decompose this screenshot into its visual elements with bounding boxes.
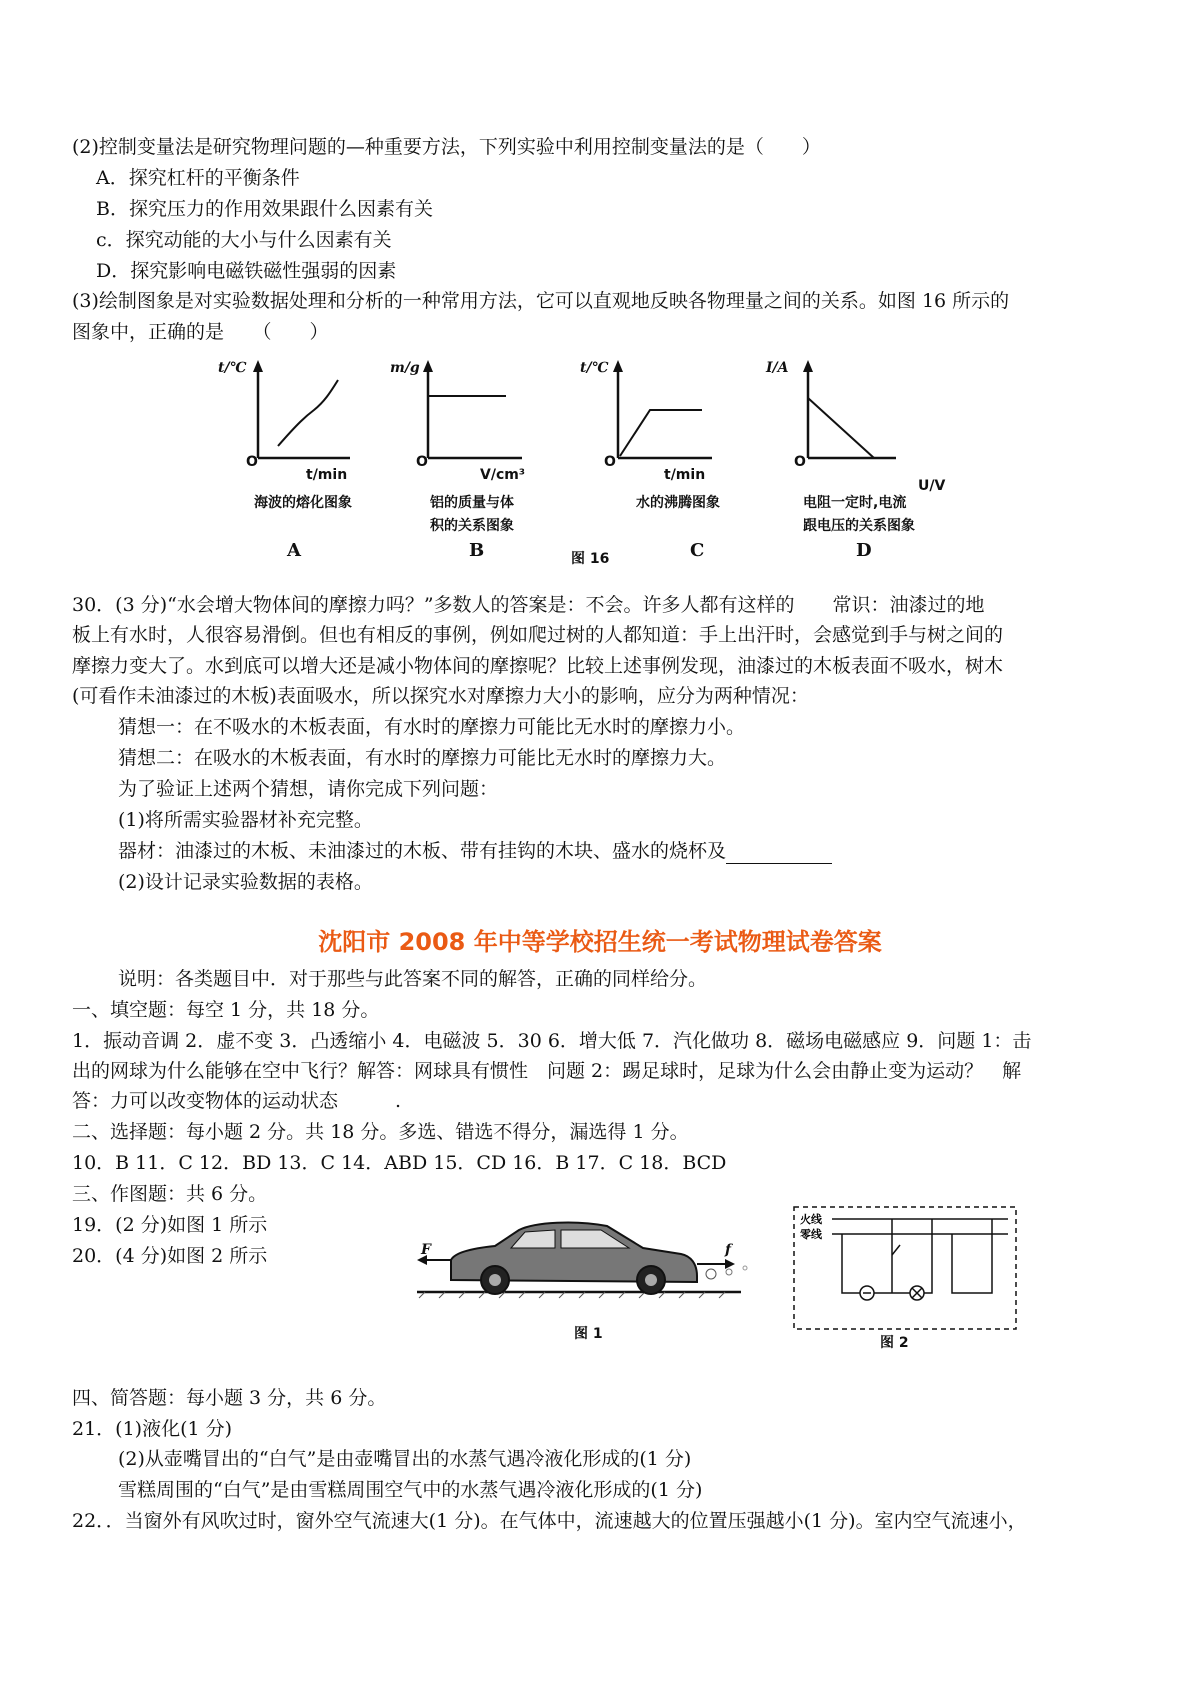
graph-d-ylabel: I/A	[766, 360, 789, 376]
graph-b-caption1: 铝的质量与体	[430, 495, 514, 511]
graph-c-letter: C	[690, 540, 705, 561]
graph-b-xlabel: V/cm³	[480, 467, 525, 483]
question-3-line2: 图象中，正确的是 （ ）	[72, 321, 329, 343]
figure-1-car	[415, 1210, 770, 1300]
q30-line2: 板上有水时，人很容易滑倒。但也有相反的事例，例如爬过树的人都知道：手上出汗时，会感觉到手与树之间的	[72, 624, 1004, 646]
graph-d-caption2: 跟电压的关系图象	[803, 518, 915, 534]
figure-1-label: 图 1	[574, 1326, 603, 1342]
sub-question-1: (1)将所需实验器材补充完整。	[118, 809, 373, 831]
force-f-label: F	[421, 1242, 431, 1258]
graph-b-origin: O	[416, 454, 428, 468]
section-4-header: 四、简答题：每小题 3 分，共 6 分。	[72, 1387, 387, 1409]
graph-c	[580, 358, 720, 468]
answers-note: 说明：各类题目中．对于那些与此答案不同的解答，正确的同样给分。	[118, 968, 708, 990]
graph-c-caption: 水的沸腾图象	[636, 495, 720, 511]
graph-a-ylabel: t/℃	[218, 360, 247, 376]
section-2-answers: 10．B 11．C 12．BD 13．C 14．ABD 15．CD 16．B 17．C 18．BCD	[72, 1152, 727, 1174]
graph-a-letter: A	[287, 540, 301, 561]
q30-line1: 30．(3 分)“水会增大物体间的摩擦力吗？”多数人的答案是：不会。许多人都有这样的 常识：油漆过的地	[72, 594, 985, 616]
section-1-header: 一、填空题：每空 1 分，共 18 分。	[72, 999, 380, 1021]
guess-1: 猜想一：在不吸水的木板表面，有水时的摩擦力可能比无水时的摩擦力小。	[118, 716, 746, 738]
section-1-line3: 答：力可以改变物体的运动状态 .	[72, 1090, 402, 1112]
figure16-label: 图 16	[571, 551, 610, 567]
figure-2-circuit	[792, 1205, 1022, 1333]
question-2: (2)控制变量法是研究物理问题的—种重要方法，下列实验中利用控制变量法的是（ ）	[72, 136, 821, 158]
graph-a-caption: 海波的熔化图象	[254, 495, 352, 511]
graph-c-xlabel: t/min	[664, 467, 706, 483]
live-wire-label: 火线	[800, 1213, 822, 1226]
section-1-line1: 1．振动音调 2．虚不变 3．凸透缩小 4．电磁波 5．30 6．增大低 7．汽化做功 8．磁场电磁感应 9．问题 1：击	[72, 1030, 1032, 1052]
equipment-text: 器材：油漆过的木板、未油漆过的木板、带有挂钩的木块、盛水的烧杯及	[118, 840, 727, 862]
graph-d-xlabel: U/V	[918, 478, 946, 494]
friction-label: f	[725, 1242, 732, 1258]
graph-b-caption2: 积的关系图象	[430, 518, 514, 534]
option-c: c．探究动能的大小与什么因素有关	[96, 229, 392, 251]
graph-b	[390, 358, 530, 468]
equipment-line	[118, 838, 1178, 864]
graph-a-origin: O	[246, 454, 258, 468]
q22-answer: 22．．当窗外有风吹过时，窗外空气流速大(1 分)。在气体中，流速越大的位置压强越小(1 分)。室内空气流速小，	[72, 1510, 1027, 1532]
q30-line3: 摩擦力变大了。水到底可以增大还是减小物体间的摩擦呢？比较上述事例发现，油漆过的木板表面不吸水，树木	[72, 655, 1004, 677]
graph-b-ylabel: m/g	[390, 360, 420, 376]
neutral-wire-label: 零线	[800, 1228, 822, 1241]
answers-title: 沈阳市 2008 年中等学校招生统一考试物理试卷答案	[318, 928, 882, 956]
q30-line4: (可看作未油漆过的木板)表面吸水，所以探究水对摩擦力大小的影响，应分为两种情况：	[72, 685, 809, 707]
graph-a	[218, 358, 358, 468]
graph-d-letter: D	[856, 540, 872, 561]
option-d: D．探究影响电磁铁磁性强弱的因素	[96, 260, 397, 282]
q20-answer: 20．(4 分)如图 2 所示	[72, 1245, 268, 1267]
graph-d-origin: O	[794, 454, 806, 468]
graph-d	[764, 358, 914, 468]
graph-b-letter: B	[469, 540, 485, 561]
verify-text: 为了验证上述两个猜想，请你完成下列问题：	[118, 778, 499, 800]
q21-part2: (2)从壶嘴冒出的“白气”是由壶嘴冒出的水蒸气遇冷液化形成的(1 分)	[118, 1448, 692, 1470]
q21-part1: 21．(1)液化(1 分)	[72, 1418, 233, 1440]
guess-2: 猜想二：在吸水的木板表面，有水时的摩擦力可能比无水时的摩擦力大。	[118, 747, 727, 769]
graph-c-ylabel: t/℃	[580, 360, 609, 376]
q19-answer: 19．(2 分)如图 1 所示	[72, 1214, 268, 1236]
figure-2-label: 图 2	[880, 1335, 909, 1351]
q21-part3: 雪糕周围的“白气”是由雪糕周围空气中的水蒸气遇冷液化形成的(1 分)	[118, 1479, 703, 1501]
section-1-line2: 出的网球为什么能够在空中飞行？解答：网球具有惯性 问题 2：踢足球时，足球为什么会由静止变为运动？ 解	[72, 1060, 1022, 1082]
option-b: B．探究压力的作用效果跟什么因素有关	[96, 198, 433, 220]
option-a: A．探究杠杆的平衡条件	[96, 167, 300, 189]
section-2-header: 二、选择题：每小题 2 分。共 18 分。多选、错选不得分，漏选得 1 分。	[72, 1121, 689, 1143]
graph-c-origin: O	[604, 454, 616, 468]
graph-d-caption1: 电阻一定时,电流	[803, 495, 907, 511]
sub-question-2: (2)设计记录实验数据的表格。	[118, 871, 373, 893]
question-3-line1: (3)绘制图象是对实验数据处理和分析的一种常用方法，它可以直观地反映各物理量之间的关系。如图 16 所示的	[72, 290, 1010, 312]
answer-blank	[726, 845, 832, 864]
graph-a-xlabel: t/min	[306, 467, 348, 483]
section-3-header: 三、作图题：共 6 分。	[72, 1183, 268, 1205]
